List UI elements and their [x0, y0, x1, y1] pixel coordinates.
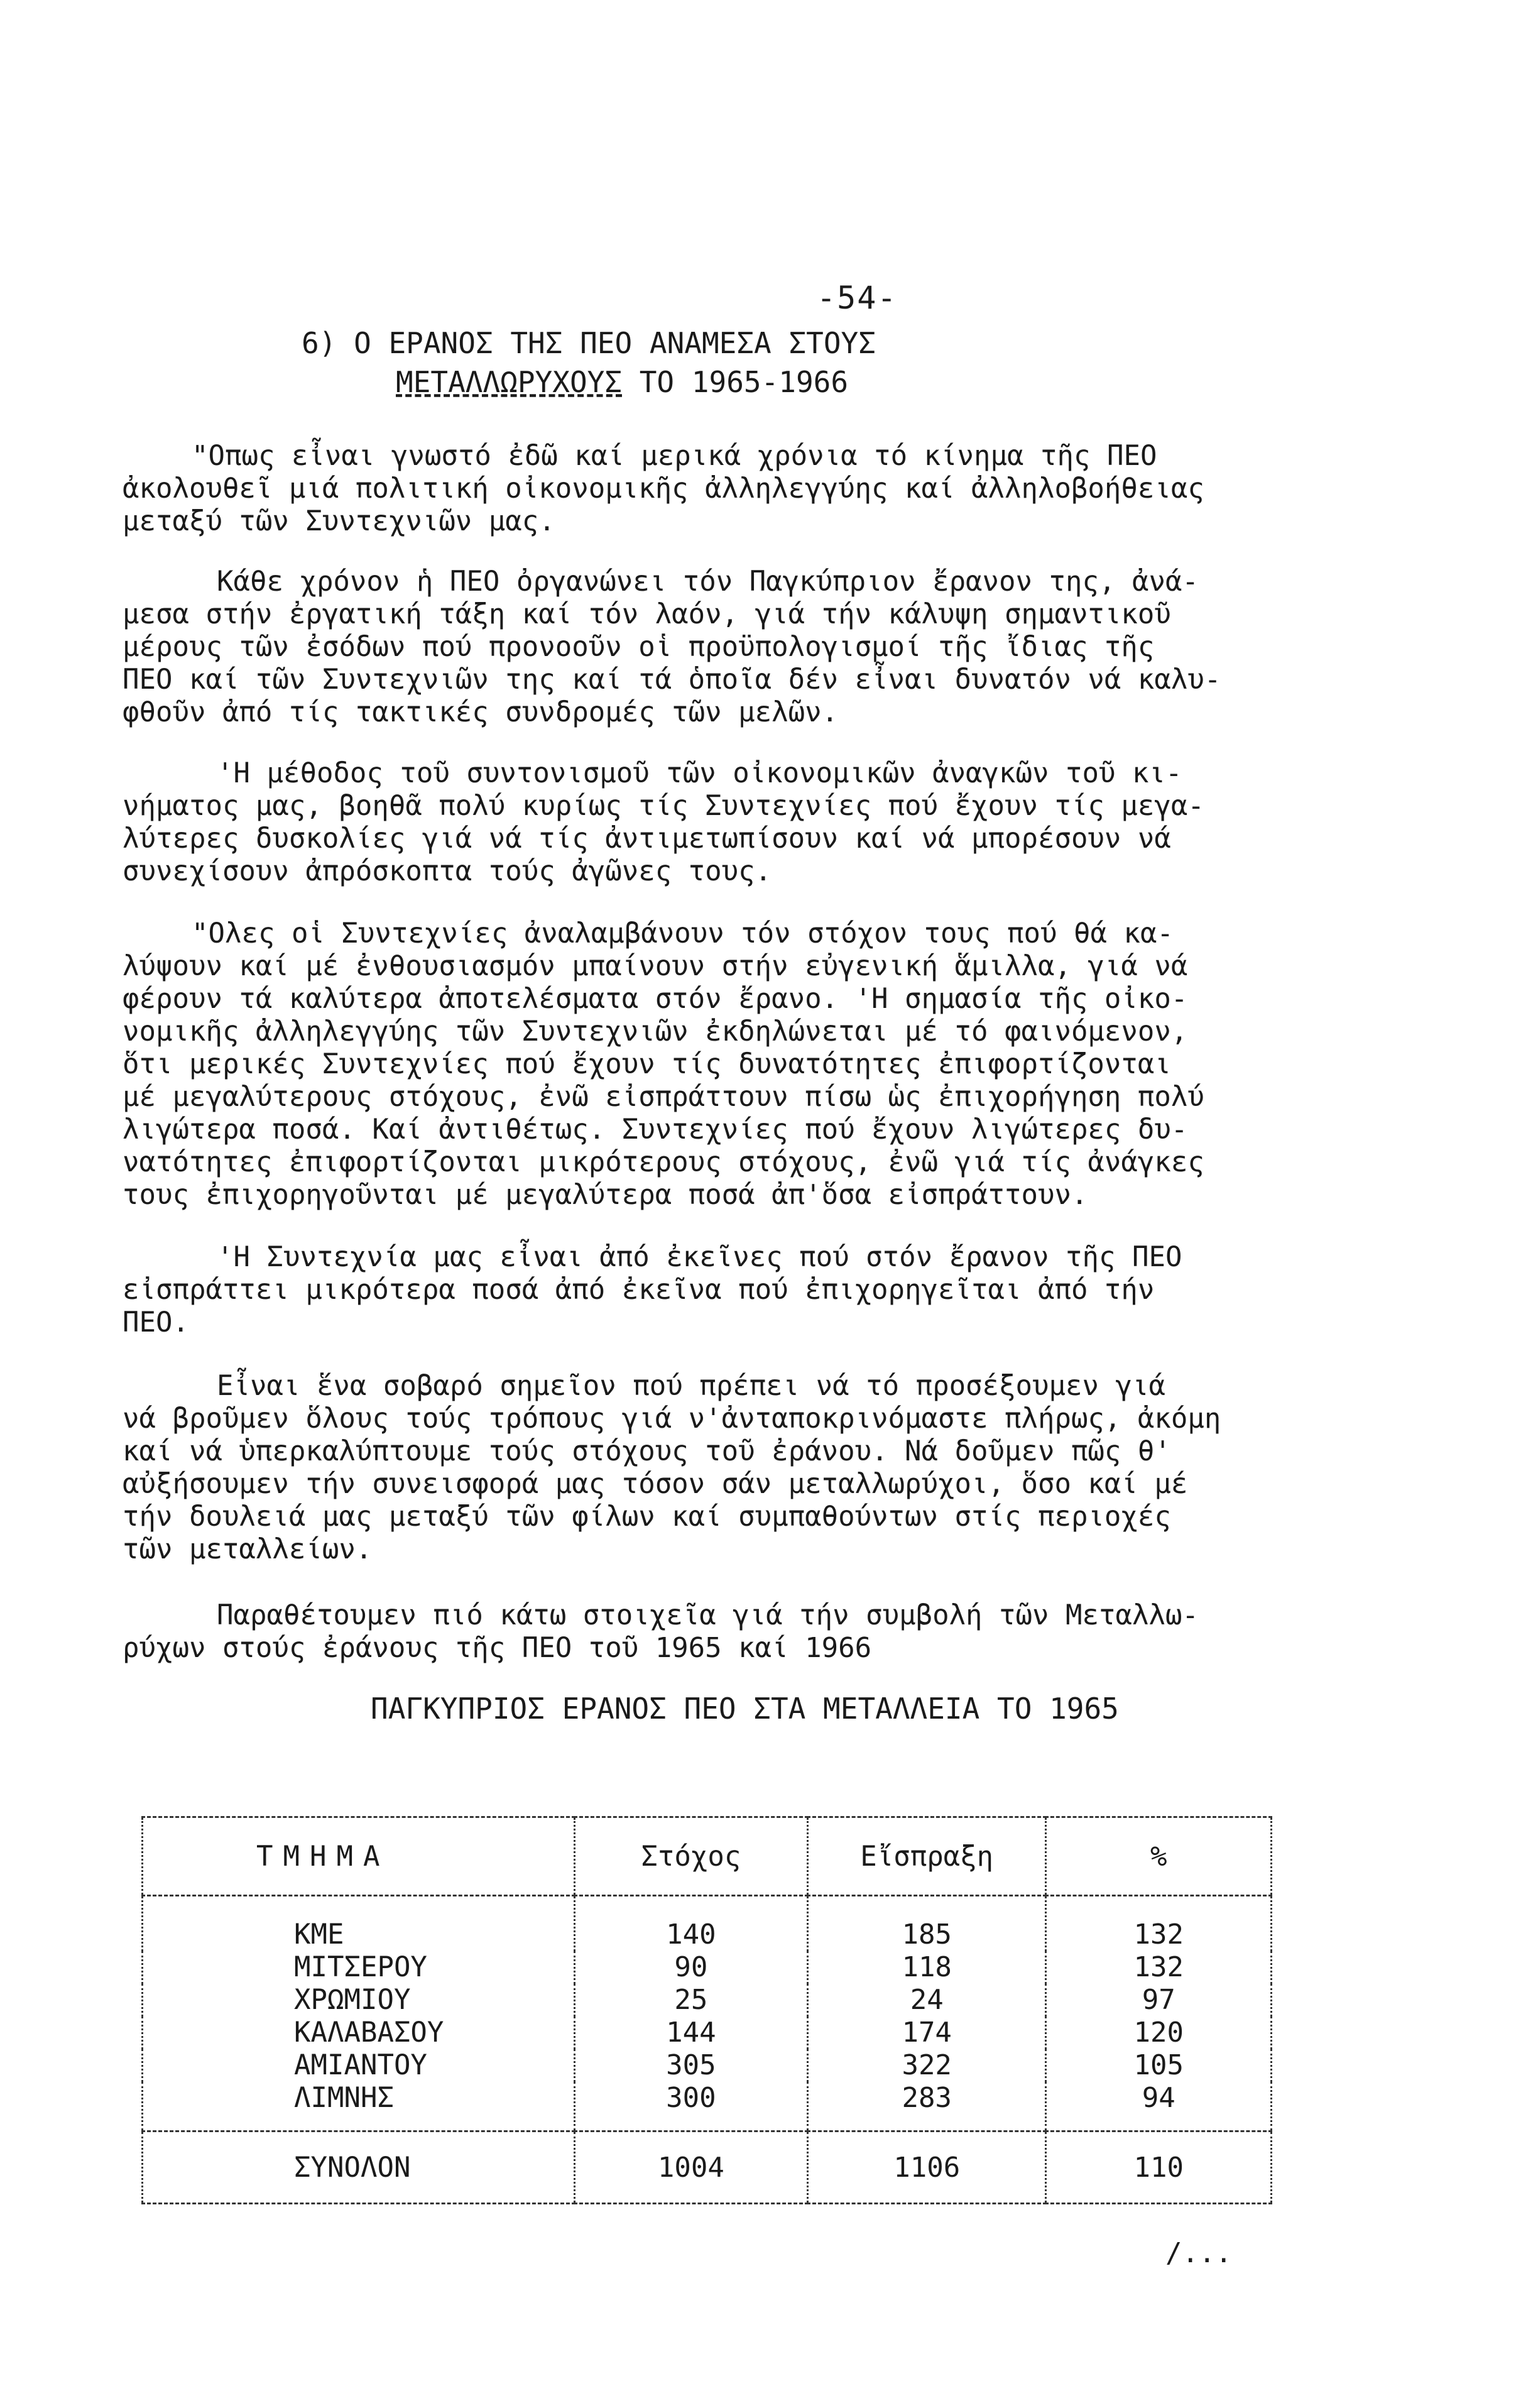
paragraph-line: τους ἐπιχορηγοῦνται μέ μεγαλύτερα ποσά ἀπ'ὅσα εἰσπράττουν.	[123, 1179, 1088, 1211]
paragraph-line: νομικῆς ἀλληλεγγύης τῶν Συντεχνιῶν ἐκδηλώνεται μέ τό φαινόμενον,	[123, 1015, 1188, 1048]
section-heading	[302, 324, 876, 402]
row-target: 305	[574, 2049, 807, 2082]
paragraph-line: νήματος μας, βοηθᾶ πολύ κυρίως τίς Συντεχνίες πού ἔχουν τίς μεγα-	[123, 790, 1204, 822]
page-number: -54-	[817, 280, 898, 316]
row-target: 300	[574, 2082, 807, 2132]
heading-line-1: 6) Ο ΕΡΑΝΟΣ ΤΗΣ ΠΕΟ ΑΝΑΜΕΣΑ ΣΤΟΥΣ	[302, 326, 876, 360]
table-row	[143, 2082, 1272, 2132]
header-percent: %	[1046, 1817, 1272, 1896]
paragraph-line: φέρουν τά καλύτερα ἀποτελέσματα στόν ἔρανο. 'Η σημασία τῆς οἰκο-	[123, 983, 1188, 1015]
row-section: ΧΡΩΜΙΟΥ	[143, 1984, 575, 2017]
row-target: 144	[574, 2017, 807, 2049]
paragraph-2	[123, 566, 1373, 729]
paragraph-line: μέρους τῶν ἐσόδων πού προνοοῦν οἱ προϋπολογισμοί τῆς ἴδιας τῆς	[123, 631, 1155, 663]
row-collected: 322	[807, 2049, 1046, 2082]
table-header-row	[143, 1817, 1272, 1896]
table-row	[143, 1984, 1272, 2017]
row-collected: 185	[807, 1896, 1046, 1952]
row-percent: 132	[1046, 1896, 1272, 1952]
table-title: ΠΑΓΚΥΠΡΙΟΣ ΕΡΑΝΟΣ ΠΕΟ ΣΤΑ ΜΕΤΑΛΛΕΙΑ ΤΟ 1965	[371, 1692, 1119, 1726]
row-percent: 120	[1046, 2017, 1272, 2049]
paragraph-line: "Ολες οἱ Συντεχνίες ἀναλαμβάνουν τόν στόχον τους πού θά κα-	[192, 917, 1174, 950]
heading-line-2	[302, 363, 876, 402]
paragraph-line: ΠΕΟ.	[123, 1306, 189, 1338]
row-section: ΚΜΕ	[143, 1896, 575, 1952]
row-collected: 118	[807, 1951, 1046, 1984]
paragraph-line: μέ μεγαλύτερους στόχους, ἐνῶ εἰσπράττουν πίσω ὡς ἐπιχορήγηση πολύ	[123, 1081, 1204, 1113]
paragraph-line: νά βροῦμεν ὅλους τούς τρόπους γιά ν'ἀνταποκρινόμαστε πλήρως, ἀκόμη	[123, 1403, 1221, 1435]
paragraph-6	[123, 1370, 1373, 1566]
paragraph-line: λιγώτερα ποσά. Καί ἀντιθέτως. Συντεχνίες πού ἔχουν λιγώτερες δυ-	[123, 1114, 1188, 1146]
row-percent: 132	[1046, 1951, 1272, 1984]
total-target: 1004	[574, 2132, 807, 2204]
heading-underlined-word: ΜΕΤΑΛΛΩΡΥΧΟΥΣ	[396, 365, 623, 399]
total-collected: 1106	[807, 2132, 1046, 2204]
row-percent: 94	[1046, 2082, 1272, 2132]
paragraph-7	[123, 1599, 1373, 1665]
paragraph-line: μεταξύ τῶν Συντεχνιῶν μας.	[123, 505, 555, 537]
paragraph-line: νατότητες ἐπιφορτίζονται μικρότερους στόχους, ἐνῶ γιά τίς ἀνάγκες	[123, 1146, 1204, 1178]
total-label: ΣΥΝΟΛΟΝ	[143, 2132, 575, 2204]
paragraph-line: λύψουν καί μέ ἐνθουσιασμόν μπαίνουν στήν εὐγενική ἅμιλλα, γιά νά	[123, 950, 1188, 982]
paragraph-3	[123, 757, 1373, 888]
table-row	[143, 2049, 1272, 2082]
paragraph-5	[123, 1241, 1373, 1339]
paragraph-line: ἀκολουθεῖ μιά πολιτική οἰκονομικῆς ἀλληλεγγύης καί ἀλληλοβοήθειας	[123, 473, 1204, 505]
row-percent: 105	[1046, 2049, 1272, 2082]
header-section: ΤΜΗΜΑ	[143, 1817, 575, 1896]
row-section: ΑΜΙΑΝΤΟΥ	[143, 2049, 575, 2082]
paragraph-line: καί νά ὑπερκαλύπτουμε τούς στόχους τοῦ ἐράνου. Νά δοῦμεν πῶς θ'	[123, 1435, 1171, 1467]
row-target: 90	[574, 1951, 807, 1984]
table-row	[143, 2017, 1272, 2049]
paragraph-line: "Οπως εἶναι γνωστό ἐδῶ καί μερικά χρόνια τό κίνημα τῆς ΠΕΟ	[192, 440, 1157, 472]
paragraph-line: Κάθε χρόνον ἡ ΠΕΟ ὀργανώνει τόν Παγκύπριον ἔρανον της, ἀνά-	[217, 566, 1199, 598]
row-percent: 97	[1046, 1984, 1272, 2017]
row-collected: 24	[807, 1984, 1046, 2017]
paragraph-line: ΠΕΟ καί τῶν Συντεχνιῶν της καί τά ὁποῖα δέν εἶναι δυνατόν νά καλυ-	[123, 664, 1221, 696]
total-percent: 110	[1046, 2132, 1272, 2204]
heading-year-range: ΤΟ 1965-1966	[622, 365, 849, 399]
table-total-row	[143, 2132, 1272, 2204]
continuation-mark: /...	[1165, 2237, 1232, 2269]
paragraph-1	[123, 440, 1373, 538]
paragraph-line: ρύχων στούς ἐράνους τῆς ΠΕΟ τοῦ 1965 καί 1966	[123, 1632, 872, 1664]
paragraph-line: συνεχίσουν ἀπρόσκοπτα τούς ἀγῶνες τους.	[123, 855, 772, 887]
table-row	[143, 1896, 1272, 1952]
row-section: ΚΑΛΑΒΑΣΟΥ	[143, 2017, 575, 2049]
row-target: 140	[574, 1896, 807, 1952]
paragraph-line: τῶν μεταλλείων.	[123, 1533, 373, 1565]
row-target: 25	[574, 1984, 807, 2017]
paragraph-line: τήν δουλειά μας μεταξύ τῶν φίλων καί συμπαθούντων στίς περιοχές	[123, 1501, 1171, 1533]
header-target: Στόχος	[574, 1817, 807, 1896]
paragraph-4	[123, 917, 1373, 1212]
paragraph-line: εἰσπράττει μικρότερα ποσά ἀπό ἐκεῖνα πού ἐπιχορηγεῖται ἀπό τήν	[123, 1274, 1155, 1306]
paragraph-line: μεσα στήν ἐργατική τάξη καί τόν λαόν, γιά τήν κάλυψη σημαντικοῦ	[123, 598, 1171, 630]
row-section: ΜΙΤΣΕΡΟΥ	[143, 1951, 575, 1984]
paragraph-line: 'Η Συντεχνία μας εἶναι ἀπό ἐκεῖνες πού στόν ἔρανον τῆς ΠΕΟ	[217, 1241, 1182, 1273]
row-section: ΛΙΜΝΗΣ	[143, 2082, 575, 2132]
paragraph-line: λύτερες δυσκολίες γιά νά τίς ἀντιμετωπίσουν καί νά μπορέσουν νά	[123, 823, 1171, 855]
paragraph-line: 'Η μέθοδος τοῦ συντονισμοῦ τῶν οἰκονομικῶν ἀναγκῶν τοῦ κι-	[217, 757, 1182, 789]
header-collected: Εἴσπραξη	[807, 1817, 1046, 1896]
paragraph-line: ὅτι μερικές Συντεχνίες πού ἔχουν τίς δυνατότητες ἐπιφορτίζονται	[123, 1048, 1171, 1080]
row-collected: 174	[807, 2017, 1046, 2049]
table-row	[143, 1951, 1272, 1984]
fundraising-table	[141, 1816, 1272, 2204]
row-collected: 283	[807, 2082, 1046, 2132]
paragraph-line: αὐξήσουμεν τήν συνεισφορά μας τόσον σάν μεταλλωρύχοι, ὅσο καί μέ	[123, 1468, 1188, 1500]
paragraph-line: Παραθέτουμεν πιό κάτω στοιχεῖα γιά τήν συμβολή τῶν Μεταλλω-	[217, 1599, 1199, 1631]
paragraph-line: Εἶναι ἕνα σοβαρό σημεῖον πού πρέπει νά τό προσέξουμεν γιά	[217, 1370, 1165, 1402]
paragraph-line: φθοῦν ἀπό τίς τακτικές συνδρομές τῶν μελῶν.	[123, 696, 839, 728]
